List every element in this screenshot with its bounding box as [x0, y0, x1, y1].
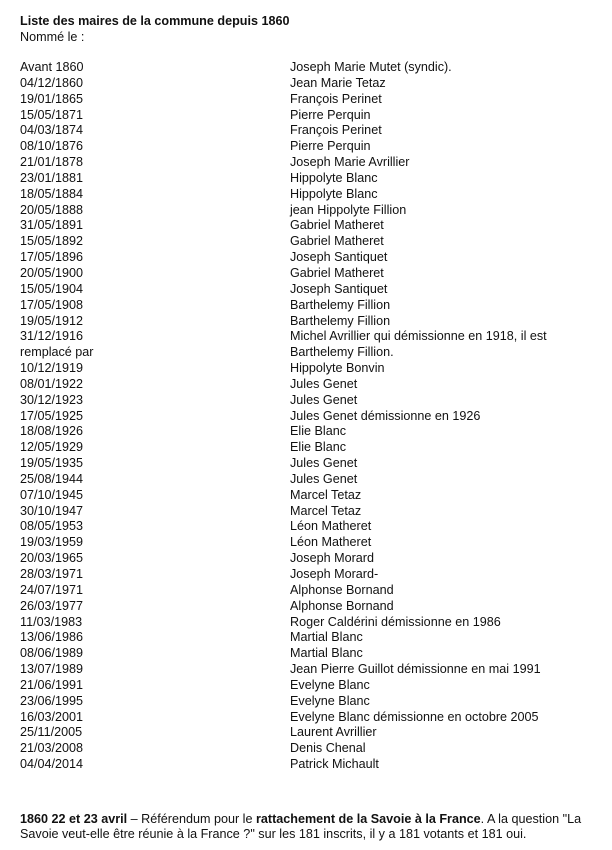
- mayor-date: 23/06/1995: [20, 693, 84, 708]
- mayor-row: [20, 630, 595, 646]
- note-text-end: . A la question "La Savoie veut-elle être réunie à la France ?" sur les 181 inscrits, il y a 181 votants et 181 oui.: [20, 811, 582, 841]
- mayor-row: [20, 203, 595, 219]
- mayor-row: [20, 234, 595, 250]
- mayor-row: [20, 662, 595, 678]
- mayor-name: Marcel Tetaz: [290, 503, 362, 518]
- mayor-name: jean Hippolyte Fillion: [290, 202, 407, 217]
- mayor-name: Roger Caldérini démissionne en 1986: [290, 614, 501, 629]
- mayor-name: Joseph Santiquet: [290, 250, 388, 265]
- mayor-name: Jules Genet démissionne en 1926: [290, 408, 481, 423]
- mayor-name: François Perinet: [290, 91, 382, 106]
- mayor-row: [20, 298, 595, 314]
- mayor-date: 30/10/1947: [20, 503, 84, 518]
- mayor-name: Joseph Santiquet: [290, 281, 388, 296]
- mayor-date: 19/05/1935: [20, 456, 84, 471]
- mayor-name: Patrick Michault: [290, 757, 379, 772]
- mayor-date: 19/03/1959: [20, 535, 84, 550]
- mayor-date: 20/05/1900: [20, 265, 84, 280]
- mayor-row: [20, 171, 595, 187]
- mayor-name: Hippolyte Blanc: [290, 170, 378, 185]
- mayor-name: Evelyne Blanc: [290, 677, 370, 692]
- mayor-date: 21/01/1878: [20, 155, 84, 170]
- mayor-date: 19/01/1865: [20, 91, 84, 106]
- mayor-date: 04/12/1860: [20, 75, 84, 90]
- mayor-name: Barthelemy Fillion: [290, 297, 391, 312]
- mayor-row: [20, 329, 595, 345]
- mayor-row: [20, 187, 595, 203]
- mayor-name: Joseph Morard-: [290, 567, 379, 581]
- mayor-row: [20, 139, 595, 155]
- mayor-date: 17/05/1908: [20, 297, 84, 312]
- mayor-name: Denis Chenal: [290, 741, 366, 756]
- mayor-date: 17/05/1925: [20, 408, 84, 423]
- mayor-row: [20, 60, 595, 76]
- mayor-date: 08/10/1876: [20, 139, 84, 154]
- mayor-date: 12/05/1929: [20, 440, 84, 455]
- mayor-date: Avant 1860: [20, 60, 84, 74]
- mayor-row: [20, 646, 595, 662]
- mayor-row: [20, 76, 595, 92]
- mayor-name: Hippolyte Bonvin: [290, 361, 385, 376]
- mayor-date: 19/05/1912: [20, 313, 84, 328]
- mayor-date: 20/03/1965: [20, 551, 84, 566]
- mayor-date: 28/03/1971: [20, 567, 84, 581]
- mayor-date: 21/06/1991: [20, 677, 84, 692]
- mayor-list: [20, 60, 595, 773]
- mayor-row: [20, 424, 595, 440]
- mayor-date: 04/04/2014: [20, 757, 84, 772]
- mayor-row: [20, 123, 595, 139]
- mayor-row: [20, 218, 595, 234]
- mayor-date: 15/05/1892: [20, 234, 84, 249]
- mayor-row: [20, 456, 595, 472]
- mayor-name: Martial Blanc: [290, 646, 363, 661]
- mayor-name: Elie Blanc: [290, 440, 347, 455]
- mayor-date: 08/01/1922: [20, 376, 84, 391]
- referendum-note: [20, 812, 595, 842]
- mayor-name: Gabriel Matheret: [290, 265, 384, 280]
- mayor-name: Léon Matheret: [290, 535, 372, 550]
- mayor-name: Joseph Marie Avrillier: [290, 155, 410, 170]
- mayor-row: [20, 599, 595, 615]
- mayor-row: [20, 361, 595, 377]
- spacer: [20, 46, 595, 60]
- mayor-row: [20, 615, 595, 631]
- mayor-row: [20, 757, 595, 773]
- mayor-row: [20, 345, 595, 361]
- mayor-name: Barthelemy Fillion: [290, 313, 391, 328]
- mayor-name: Gabriel Matheret: [290, 234, 384, 249]
- mayor-name: Elie Blanc: [290, 424, 347, 439]
- mayor-name: Léon Matheret: [290, 519, 372, 534]
- mayor-date: 20/05/1888: [20, 202, 84, 217]
- mayor-name: Jules Genet: [290, 471, 358, 486]
- mayor-name: Marcel Tetaz: [290, 487, 362, 502]
- document-subtitle: Nommé le :: [20, 30, 85, 44]
- mayor-row: [20, 377, 595, 393]
- mayor-date: 04/03/1874: [20, 123, 84, 138]
- mayor-name: Pierre Perquin: [290, 139, 371, 154]
- mayor-date: 13/07/1989: [20, 662, 84, 677]
- mayor-name: Hippolyte Blanc: [290, 186, 378, 201]
- mayor-name: Laurent Avrillier: [290, 725, 377, 740]
- mayor-name: Evelyne Blanc: [290, 693, 370, 708]
- mayor-row: [20, 488, 595, 504]
- mayor-row: [20, 694, 595, 710]
- mayor-row: [20, 583, 595, 599]
- mayor-date: 17/05/1896: [20, 250, 84, 265]
- mayor-row: [20, 551, 595, 567]
- mayor-name: Martial Blanc: [290, 630, 363, 645]
- mayor-date: 16/03/2001: [20, 709, 84, 724]
- mayor-date: 31/12/1916: [20, 329, 84, 344]
- mayor-row: [20, 266, 595, 282]
- mayor-date: 13/06/1986: [20, 630, 84, 645]
- mayor-row: [20, 92, 595, 108]
- mayor-name: Alphonse Bornand: [290, 582, 394, 597]
- mayor-name: Pierre Perquin: [290, 107, 371, 122]
- mayor-row: [20, 504, 595, 520]
- mayor-name: Jules Genet: [290, 392, 358, 407]
- mayor-row: [20, 519, 595, 535]
- mayor-name: Michel Avrillier qui démissionne en 1918, il est: [290, 329, 547, 344]
- mayor-date: 23/01/1881: [20, 170, 84, 185]
- mayor-row: [20, 567, 595, 583]
- mayor-name: Joseph Marie Mutet (syndic).: [290, 60, 452, 74]
- mayor-date: 15/05/1904: [20, 281, 84, 296]
- mayor-date: remplacé par: [20, 345, 94, 360]
- mayor-name: Alphonse Bornand: [290, 598, 394, 613]
- document-title: Liste des maires de la commune depuis 1860: [20, 14, 290, 28]
- mayor-row: [20, 535, 595, 551]
- mayor-row: [20, 710, 595, 726]
- mayor-date: 08/05/1953: [20, 519, 84, 534]
- mayor-row: [20, 678, 595, 694]
- note-highlight: rattachement de la Savoie à la France: [255, 811, 481, 826]
- mayor-date: 18/05/1884: [20, 186, 84, 201]
- mayor-date: 24/07/1971: [20, 582, 84, 597]
- mayor-date: 07/10/1945: [20, 487, 84, 502]
- mayor-date: 25/11/2005: [20, 725, 83, 740]
- mayor-date: 11/03/1983: [20, 614, 83, 629]
- mayor-row: [20, 250, 595, 266]
- mayor-name: Joseph Morard: [290, 551, 374, 566]
- mayor-row: [20, 282, 595, 298]
- mayor-date: 15/05/1871: [20, 107, 84, 122]
- mayor-date: 31/05/1891: [20, 218, 84, 233]
- mayor-date: 18/08/1926: [20, 424, 84, 439]
- mayor-date: 25/08/1944: [20, 471, 84, 486]
- note-text-start: Référendum pour le: [141, 811, 256, 826]
- mayor-row: [20, 393, 595, 409]
- mayor-name: Barthelemy Fillion.: [290, 345, 394, 360]
- mayor-name: Jules Genet: [290, 456, 358, 471]
- mayor-row: [20, 725, 595, 741]
- mayor-date: 30/12/1923: [20, 392, 84, 407]
- mayor-name: Jules Genet: [290, 376, 358, 391]
- note-date: 1860 22 et 23 avril: [20, 811, 128, 826]
- document-page: [20, 14, 595, 773]
- mayor-date: 21/03/2008: [20, 741, 84, 756]
- mayor-name: Jean Pierre Guillot démissionne en mai 1991: [290, 662, 541, 677]
- mayor-row: [20, 741, 595, 757]
- mayor-row: [20, 440, 595, 456]
- note-dash: –: [127, 811, 142, 826]
- mayor-row: [20, 314, 595, 330]
- mayor-name: Evelyne Blanc démissionne en octobre 2005: [290, 709, 539, 724]
- mayor-name: François Perinet: [290, 123, 382, 138]
- mayor-name: Gabriel Matheret: [290, 218, 384, 233]
- mayor-row: [20, 108, 595, 124]
- mayor-row: [20, 155, 595, 171]
- mayor-date: 26/03/1977: [20, 598, 84, 613]
- mayor-name: Jean Marie Tetaz: [290, 75, 386, 90]
- mayor-row: [20, 472, 595, 488]
- mayor-date: 10/12/1919: [20, 361, 84, 376]
- mayor-row: [20, 409, 595, 425]
- mayor-date: 08/06/1989: [20, 646, 84, 661]
